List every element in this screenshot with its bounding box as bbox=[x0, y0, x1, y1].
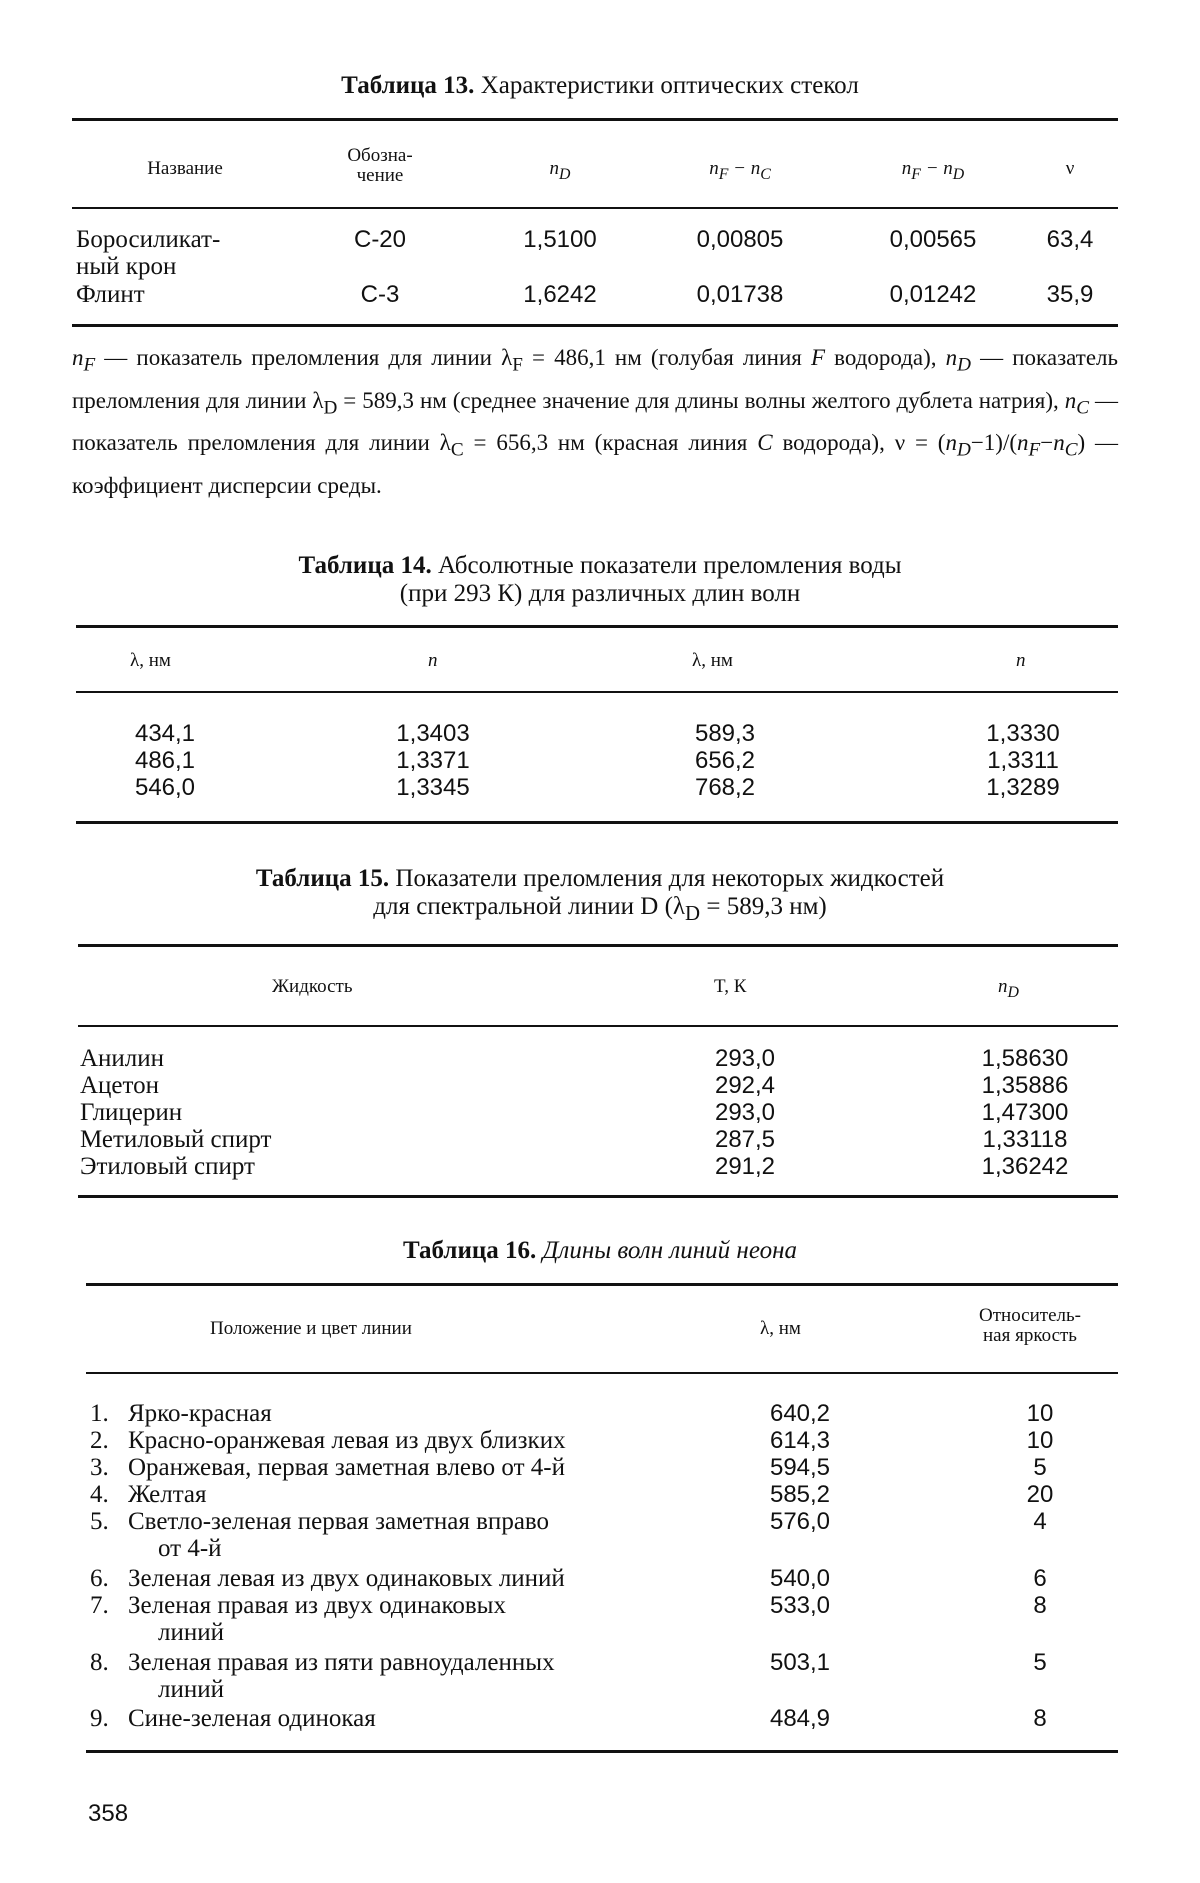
t16-header-lambda: λ, нм bbox=[760, 1318, 801, 1339]
t15-row5-liquid: Этиловый спирт bbox=[80, 1153, 255, 1180]
t16-row6-brightness: 6 bbox=[1033, 1565, 1047, 1592]
t13-row1-designation: С-20 bbox=[353, 226, 407, 253]
t13-header-nF-nC: $n_F - n_C$ bbox=[709, 158, 771, 183]
t16-row7-desc-cont: линий bbox=[158, 1619, 224, 1646]
t16-row1-lambda: 640,2 bbox=[769, 1400, 831, 1427]
t14-lambda2-3: 768,2 bbox=[694, 774, 756, 801]
t13-row2-name: Флинт bbox=[76, 281, 145, 308]
t16-row5-num: 5. bbox=[90, 1508, 109, 1535]
t14-n1-2: 1,3371 bbox=[396, 747, 470, 774]
t14-lambda1-3: 546,0 bbox=[134, 774, 196, 801]
t13-header-nD: $n_D$ bbox=[549, 158, 571, 183]
t15-row1-T: 293,0 bbox=[714, 1045, 776, 1072]
t15-row4-nD: 1,33118 bbox=[982, 1126, 1068, 1153]
t15-row5-nD: 1,36242 bbox=[981, 1153, 1069, 1180]
table13-top-rule bbox=[72, 118, 1118, 121]
t14-n1-3: 1,3345 bbox=[396, 774, 470, 801]
t16-row2-brightness: 10 bbox=[1026, 1427, 1054, 1454]
t16-row9-num: 9. bbox=[90, 1705, 109, 1732]
t14-header-n2: n bbox=[1016, 650, 1026, 671]
t15-row1-nD: 1,58630 bbox=[981, 1045, 1069, 1072]
t13-row2-nu: 35,9 bbox=[1046, 281, 1094, 308]
t16-row4-desc: Желтая bbox=[128, 1481, 207, 1508]
t13-header-nF-nD: $n_F - n_D$ bbox=[901, 158, 965, 183]
t13-row2-designation: С-3 bbox=[360, 281, 400, 308]
table16-title: Длины волн линий неона bbox=[542, 1237, 797, 1264]
t14-header-lambda1: λ, нм bbox=[130, 650, 171, 671]
t16-row3-brightness: 5 bbox=[1033, 1454, 1047, 1481]
t16-row1-brightness: 10 bbox=[1026, 1400, 1054, 1427]
t15-row4-liquid: Метиловый спирт bbox=[80, 1126, 272, 1153]
t16-row6-desc: Зеленая левая из двух одинаковых линий bbox=[128, 1565, 565, 1592]
table13-bottom-rule bbox=[72, 324, 1118, 327]
t16-header-position: Положение и цвет линии bbox=[210, 1318, 412, 1339]
t16-row6-lambda: 540,0 bbox=[769, 1565, 831, 1592]
t16-row2-num: 2. bbox=[90, 1427, 109, 1454]
t16-row8-lambda: 503,1 bbox=[769, 1649, 831, 1676]
t16-row8-desc-cont: линий bbox=[158, 1676, 224, 1703]
t14-lambda2-2: 656,2 bbox=[694, 747, 756, 774]
table16-header-rule bbox=[86, 1372, 1118, 1374]
table16-bottom-rule bbox=[86, 1750, 1118, 1753]
t13-row2-nD: 1,6242 bbox=[523, 281, 597, 308]
t16-row8-brightness: 5 bbox=[1033, 1649, 1047, 1676]
t16-row5-lambda: 576,0 bbox=[769, 1508, 831, 1535]
t16-row4-num: 4. bbox=[90, 1481, 109, 1508]
t14-header-n1: n bbox=[428, 650, 438, 671]
t15-row2-nD: 1,35886 bbox=[981, 1072, 1069, 1099]
t13-header-designation: Обозна- чение bbox=[347, 145, 413, 186]
t15-row4-T: 287,5 bbox=[714, 1126, 776, 1153]
t16-row9-lambda: 484,9 bbox=[769, 1705, 831, 1732]
t14-lambda1-2: 486,1 bbox=[134, 747, 196, 774]
t16-row7-lambda: 533,0 bbox=[769, 1592, 831, 1619]
table15-caption-line2: для спектральной линии D ($\lambda_D = 589,3$ нм) bbox=[373, 893, 827, 925]
t14-n2-1: 1,3330 bbox=[986, 720, 1060, 747]
t15-row5-T: 291,2 bbox=[714, 1153, 776, 1180]
t16-row3-num: 3. bbox=[90, 1454, 109, 1481]
t15-row2-liquid: Ацетон bbox=[80, 1072, 160, 1099]
t13-row2-nF-nD: 0,01242 bbox=[889, 281, 977, 308]
table15-top-rule bbox=[78, 944, 1118, 947]
t16-row1-desc: Ярко-красная bbox=[128, 1400, 272, 1427]
t14-n1-1: 1,3403 bbox=[396, 720, 470, 747]
t13-row1-nF-nD: 0,00565 bbox=[889, 226, 977, 253]
t14-header-lambda2: λ, нм bbox=[692, 650, 733, 671]
t16-row7-brightness: 8 bbox=[1033, 1592, 1047, 1619]
t16-row5-brightness: 4 bbox=[1033, 1508, 1047, 1535]
t15-row2-T: 292,4 bbox=[714, 1072, 776, 1099]
t16-row9-desc: Сине-зеленая одинокая bbox=[128, 1705, 376, 1732]
t16-row7-num: 7. bbox=[90, 1592, 109, 1619]
t16-row5-desc-cont: от 4-й bbox=[158, 1535, 222, 1562]
t15-header-nD: $n_D$ bbox=[998, 976, 1019, 1001]
t13-header-name: Название bbox=[147, 158, 223, 179]
table16-top-rule bbox=[86, 1283, 1118, 1286]
table13-header-rule bbox=[72, 207, 1118, 209]
table14-label: Таблица 14. bbox=[298, 552, 432, 579]
table15-bottom-rule bbox=[78, 1195, 1118, 1198]
t16-row9-brightness: 8 bbox=[1033, 1705, 1047, 1732]
t16-row5-desc: Светло-зеленая первая заметная вправо bbox=[128, 1508, 550, 1535]
t14-n2-3: 1,3289 bbox=[986, 774, 1060, 801]
page-number: 358 bbox=[88, 1800, 129, 1827]
t13-header-nu: ν bbox=[1065, 158, 1075, 179]
table14-caption-line2: (при 293 К) для различных длин волн bbox=[399, 580, 801, 607]
t16-row2-desc: Красно-оранжевая левая из двух близких bbox=[128, 1427, 566, 1454]
t16-row7-desc: Зеленая правая из двух одинаковых bbox=[128, 1592, 506, 1619]
t16-header-brightness: Относитель- ная яркость bbox=[979, 1305, 1081, 1346]
t15-row3-liquid: Глицерин bbox=[80, 1099, 183, 1126]
t14-n2-2: 1,3311 bbox=[987, 747, 1059, 774]
t16-row4-lambda: 585,2 bbox=[769, 1481, 831, 1508]
t16-row8-num: 8. bbox=[90, 1649, 109, 1676]
table14-title-line1: Абсолютные показатели преломления воды bbox=[437, 552, 902, 579]
table13-caption bbox=[0, 72, 1200, 100]
table16-label: Таблица 16. bbox=[403, 1237, 537, 1264]
table14-bottom-rule bbox=[76, 821, 1118, 824]
table15-header-rule bbox=[78, 1025, 1118, 1027]
t16-row8-desc: Зеленая правая из пяти равноудаленных bbox=[128, 1649, 555, 1676]
t13-row1-nF-nC: 0,00805 bbox=[696, 226, 784, 253]
t13-row1-nu: 63,4 bbox=[1046, 226, 1094, 253]
table15-caption-line1 bbox=[0, 865, 1200, 893]
t13-row1-name: Боросиликат- ный крон bbox=[76, 226, 221, 280]
t15-header-T: T, К bbox=[714, 976, 747, 997]
t16-row4-brightness: 20 bbox=[1026, 1481, 1054, 1508]
t16-row3-lambda: 594,5 bbox=[769, 1454, 831, 1481]
t15-row3-nD: 1,47300 bbox=[981, 1099, 1069, 1126]
t15-row1-liquid: Анилин bbox=[80, 1045, 165, 1072]
table16-caption bbox=[0, 1237, 1200, 1265]
t15-row3-T: 293,0 bbox=[714, 1099, 776, 1126]
table15-title-line1: Показатели преломления для некоторых жидкостей bbox=[395, 865, 945, 892]
t14-lambda2-1: 589,3 bbox=[694, 720, 756, 747]
t16-row2-lambda: 614,3 bbox=[769, 1427, 831, 1454]
t15-header-liquid: Жидкость bbox=[272, 976, 353, 997]
table14-caption-line1 bbox=[0, 552, 1200, 580]
table13-footnote: $n_F$ — показатель преломления для линии $\lambda_F = 486,1$ нм (голубая линия F водорода), $n_D$ — показатель преломления для линии $\lambda_D = 589,3$ нм (среднее значение для длины волны желтого дублета натрия), $n_C$ — показатель преломления для линии $\lambda_C = 656,3$ нм (красная линия C водорода), $\nu = (n_D-1)/(n_F-n_C)$ — коэффициент дисперсии среды. bbox=[72, 345, 1119, 498]
t16-row1-num: 1. bbox=[90, 1400, 109, 1427]
t13-row1-nD: 1,5100 bbox=[523, 226, 597, 253]
table15-label: Таблица 15. bbox=[255, 865, 390, 892]
table13-title: Характеристики оптических стекол bbox=[480, 72, 859, 99]
table13-label: Таблица 13. bbox=[341, 72, 475, 99]
t16-row6-num: 6. bbox=[90, 1565, 109, 1592]
t16-row3-desc: Оранжевая, первая заметная влево от 4-й bbox=[128, 1454, 565, 1481]
table14-top-rule bbox=[76, 625, 1118, 628]
t13-row2-nF-nC: 0,01738 bbox=[696, 281, 784, 308]
t14-lambda1-1: 434,1 bbox=[134, 720, 196, 747]
table14-header-rule bbox=[76, 691, 1118, 693]
